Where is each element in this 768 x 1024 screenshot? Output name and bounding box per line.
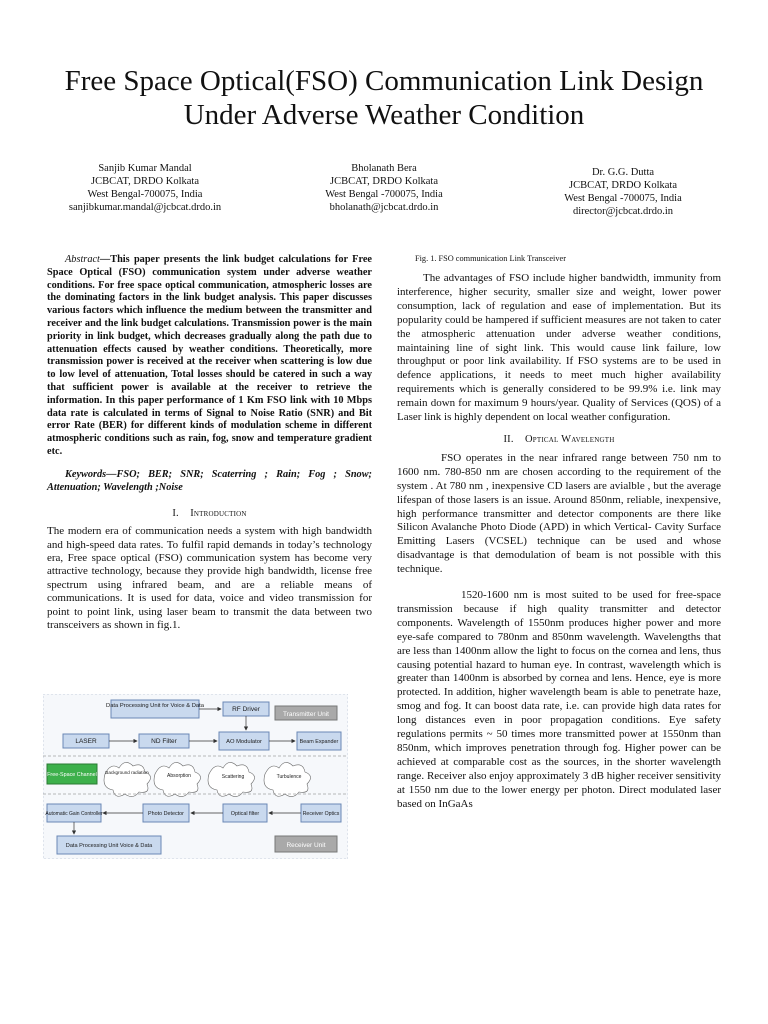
author-affiliation: JCBCAT, DRDO Kolkata [329,176,438,187]
author-affiliation: JCBCAT, DRDO Kolkata [90,176,199,187]
author-email: sanjibkumar.mandal@jcbcat.drdo.in [68,202,222,213]
author-email: director@jcbcat.drdo.in [572,206,674,217]
section-title: Introduction [190,508,247,520]
abstract [47,254,372,459]
section-heading-1 [47,508,372,521]
abstract-text: —This paper presents the link budget calculations for Free Space Optical (FSO) communication system under adverse weather conditions. For free space optical communication, atmospheric losses are the dominating factors in the link budget analysis. This paper discusses various factors which influence the medium between the transmitter and receiver and the link budget calculations. Transmission power is the main priority in link budget, which decreases gradually along the path due to attenuation effects caused by weather conditions. Theoretically, more transmission power is received at the receiver when scattering is low due to low level of attenuation, Total losses should be catered in such a way that sufficient power is available at the receiver to retrieve the information. In this paper performance of 1 Km FSO link with 10 Mbps data rate is calculated in terms of Signal to Noise Ratio (SNR) and Bit error Rate (BER) for different kinds of modulation scheme in different atmospheric conditions such as rain, fog, snow and temperature gradient etc. [47,254,372,457]
beam-expander-label: Beam Expander [299,739,339,745]
author-3 [518,166,728,218]
agc-label: Automatic Gain Controller [45,811,103,817]
author-name: Sanjib Kumar Mandal [98,163,192,174]
laser-label: LASER [75,738,97,745]
author-1 [40,162,250,214]
intro-paragraph: The modern era of communication needs a system with high bandwidth and high-speed data rates. To fulfil rapid demands in today’s technology era, Free space optical (FSO) communication system has become very attractive technology, because they provide high bandwidth, license free spectrum using infrared beam, and are a reliable means of communications. It is used for data, voice and video transmission for point to point link, using laser beam to transmit the data between two transceivers as shown in fig.1. [47,525,372,631]
wavelength-paragraph-1: FSO operates in the near infrared range between 750 nm to 1600 nm. 780-850 nm are chosen according to the requirement of the system . At 780 nm , inexpensive CD lasers are avialble , but the average lifespan of those lasers is an issue. Around 850nm, reliable, inexpensive, high performance transmitter and detector components are there like Silicon Avalanche Photo Diode (APD) in which Vertical- Cavity Surface Emitting Lasers (VCSEL) technique can be used and whose disadvantage is that demodulation of beam is not possible with this technique. [397,451,721,576]
author-email: bholanath@jcbcat.drdo.in [329,202,439,213]
transmitter-unit-label: Transmitter Unit [283,711,329,718]
dpu-rx-label: Data Processing Unit Voice & Data [65,843,153,849]
right-column [397,272,721,812]
section-heading-2 [397,433,721,447]
section-title: Optical Wavelength [525,433,615,445]
author-name: Dr. G.G. Dutta [591,167,655,178]
free-space-channel-label: Free-Space Channel [47,772,97,778]
section-number: II. [503,433,514,445]
receiver-optics-label: Receiver Optics [302,811,340,817]
nd-filter-label: ND Filter [151,738,177,745]
author-2 [280,162,488,214]
advantages-paragraph: The advantages of FSO include higher bandwidth, immunity from interference, higher security, smaller size and weight, lower power consumption, lack of regulation and ease of implementation. But its popularity could be hampered if sufficient measures are not taken to cater the atmospheric attenuation under adverse weather conditions, maintaining line of sight link. This would cause link failure, low throughput or poor link availability. If FSO systems are to be used in defence applications, it needs to meet much higher availability requirements which is generally considered to be 99.9% i.e. link may remain down for maximum 9 hours/year. Quality of Services (QOS) of a Laser link is highly dependent on local weather configuration. [397,272,721,424]
figure-caption: Fig. 1. FSO communication Link Transceiver [415,254,566,263]
author-address: West Bengal-700075, India [87,189,203,200]
dpu-tx-label: Data Processing Unit for Voice & Data [106,703,204,709]
wavelength-paragraph-2: 1520-1600 nm is most suited to be used for free-space transmission because if high quality transmitter and detector components. Wavelength of 1550nm produces higher power and more eye-safe compared to 780nm and 850nm wavelength. Wavelengths that are less than 1400nm allow the light to focus on the cornea and lens, thus causing potential hazard to human eye. In contrast, wavelength which is greater than 1400nm is absorbed by cornea and lens. Hence, eye is more protected. In addition, higher wavelength beam is able to penetrate haze, smog and fog. It can boost data rate, i.e. can provide high data rates for long distances even in poor propagation conditions. Eye safety regulations permits ~ 50 times more transmitted power at 1550nm than 850nm, which improves penetration through fog. Higher power can be achieved at comparable cost as the sources, in the shorter wavelength range. Receiver also enjoy approximately 3 dB higher receiver sensitivity at 1550 nm due to the lower energy per photon. Direct modulated laser based on InGaAs [397,589,721,810]
background-radiation-label: Background radiation [105,770,149,775]
scattering-label: Scattering [221,774,245,780]
author-address: West Bengal -700075, India [564,193,682,204]
left-column [47,254,372,632]
author-name: Bholanath Bera [351,163,417,174]
turbulence-label: Turbulence [276,774,302,780]
abstract-label: Abstract [65,254,100,265]
rf-driver-label: RF Driver [232,706,260,713]
absorption-label: Absorption [167,773,191,779]
photo-detector-label: Photo Detector [148,811,184,817]
fso-block-diagram [43,694,348,859]
optical-filter-label: Optical filter [230,811,260,817]
paper-title: Free Space Optical(FSO) Communication Link Design Under Adverse Weather Condition [64,65,704,131]
author-affiliation: JCBCAT, DRDO Kolkata [568,180,677,191]
ao-modulator-label: AO Modulator [226,739,262,745]
receiver-unit-label: Receiver Unit [286,842,326,849]
keywords: Keywords—FSO; BER; SNR; Scaterring ; Rain; Fog ; Snow; Attenuation; Wavelength ;Noise [47,468,372,493]
author-address: West Bengal -700075, India [325,189,443,200]
section-number: I. [172,508,179,520]
